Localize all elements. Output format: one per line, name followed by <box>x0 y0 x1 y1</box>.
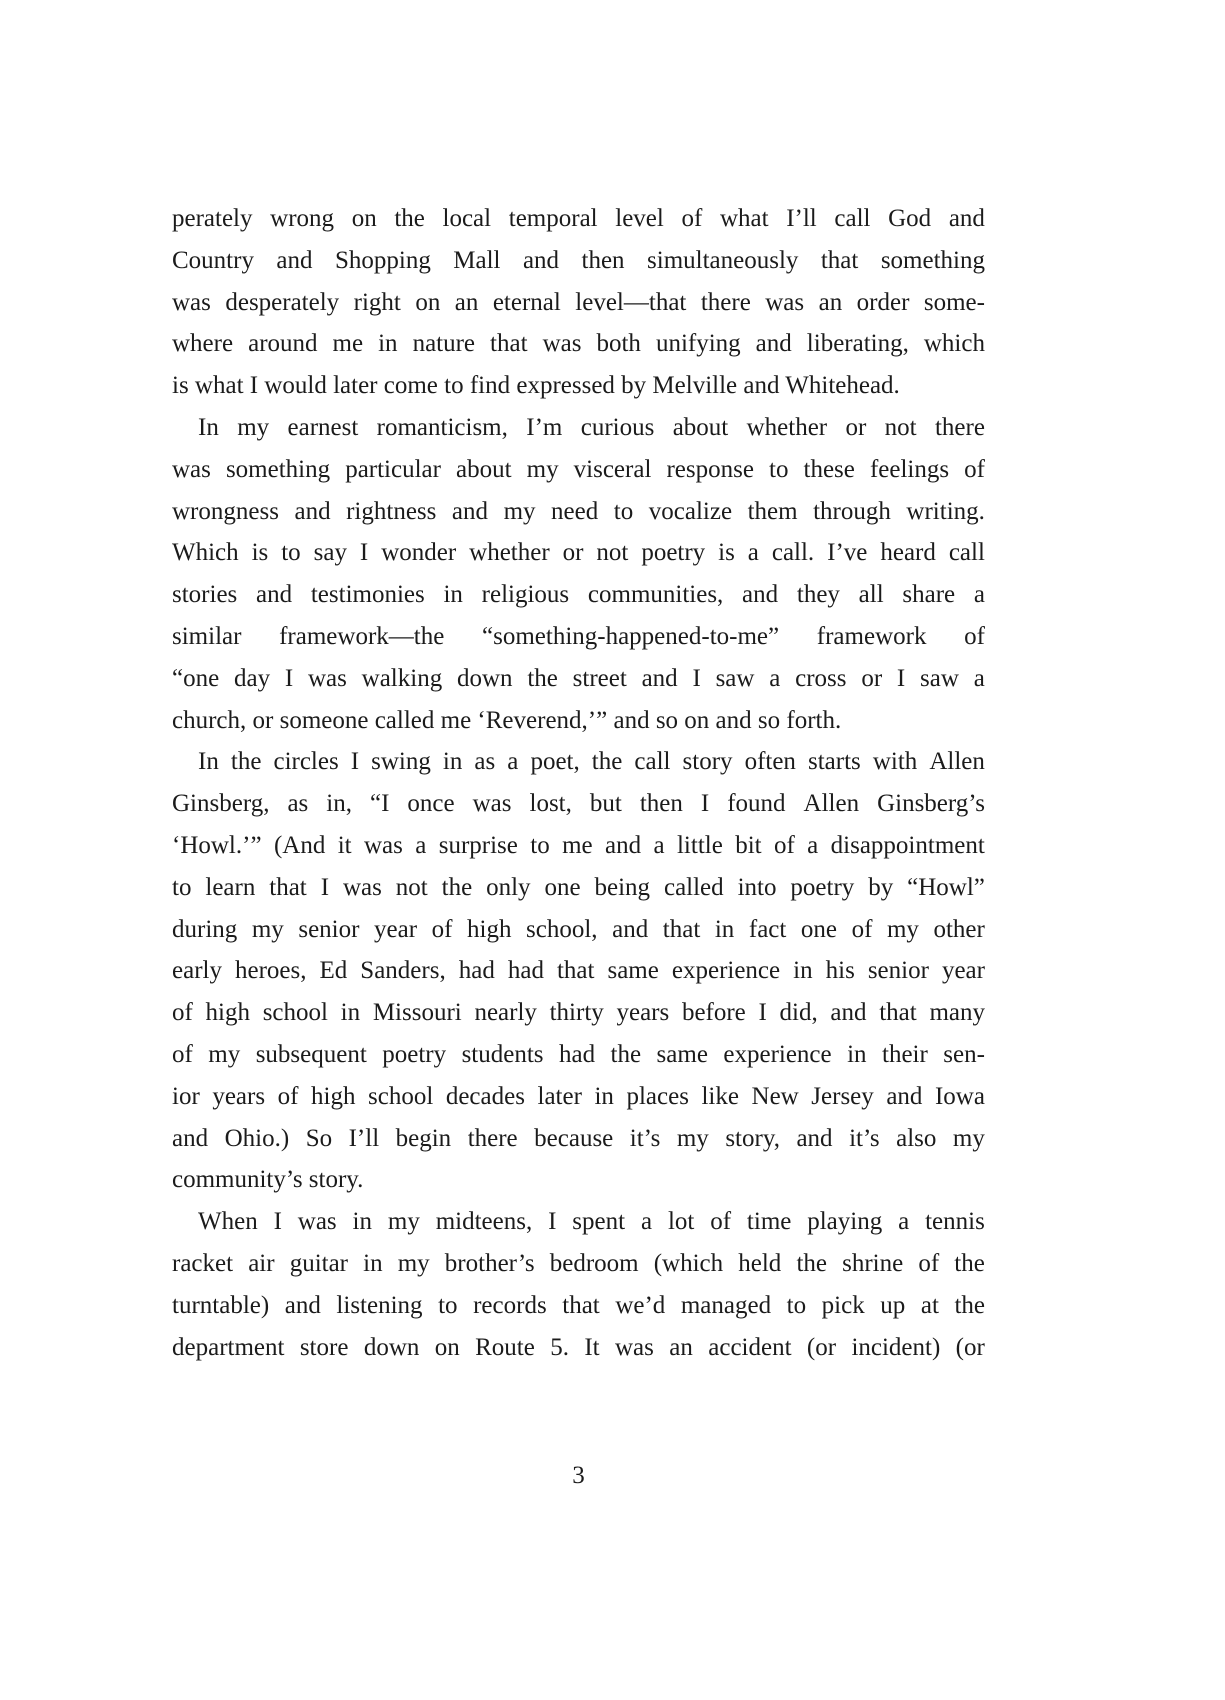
text-line: to learn that I was not the only one being called into poetry by “Howl” <box>172 873 985 901</box>
text-line: stories and testimonies in religious communities, and they all share a <box>172 581 985 609</box>
text-line: is what I would later come to find expressed by Melville and Whitehead. <box>172 372 900 400</box>
text-line: When I was in my midteens, I spent a lot of time playing a tennis <box>198 1208 985 1236</box>
text-line: In my earnest romanticism, I’m curious about whether or not there <box>198 413 985 441</box>
text-line: was desperately right on an eternal level—that there was an order some- <box>172 288 985 316</box>
text-line: Which is to say I wonder whether or not poetry is a call. I’ve heard call <box>172 539 985 567</box>
text-line: Country and Shopping Mall and then simultaneously that something <box>172 246 985 274</box>
body-text <box>172 198 985 1368</box>
text-line: department store down on Route 5. It was an accident (or incident) (or <box>172 1333 985 1361</box>
text-line: where around me in nature that was both unifying and liberating, which <box>172 330 985 358</box>
text-line: during my senior year of high school, and that in fact one of my other <box>172 915 985 943</box>
text-line: Ginsberg, as in, “I once was lost, but then I found Allen Ginsberg’s <box>172 790 985 818</box>
text-line: and Ohio.) So I’ll begin there because it’s my story, and it’s also my <box>172 1124 985 1152</box>
text-line: perately wrong on the local temporal level of what I’ll call God and <box>172 205 985 232</box>
text-line: ior years of high school decades later in places like New Jersey and Iowa <box>172 1082 985 1110</box>
page-number: 3 <box>572 1462 585 1489</box>
text-line: early heroes, Ed Sanders, had had that same experience in his senior year <box>172 957 985 985</box>
text-line: was something particular about my visceral response to these feelings of <box>172 455 985 483</box>
text-line: community’s story. <box>172 1166 364 1194</box>
text-line: of high school in Missouri nearly thirty years before I did, and that many <box>172 999 985 1027</box>
text-line: “one day I was walking down the street and I saw a cross or I saw a <box>172 664 985 692</box>
text-line: In the circles I swing in as a poet, the call story often starts with Allen <box>198 748 985 776</box>
text-line: church, or someone called me ‘Reverend,’” and so on and so forth. <box>172 706 842 734</box>
text-line: wrongness and rightness and my need to vocalize them through writing. <box>172 497 985 525</box>
text-line: similar framework—the “something-happened-to-me” framework of <box>172 622 985 650</box>
text-line: of my subsequent poetry students had the same experience in their sen- <box>172 1040 985 1068</box>
text-line: ‘Howl.’” (And it was a surprise to me and a little bit of a disappointment <box>172 831 985 859</box>
text-line: racket air guitar in my brother’s bedroom (which held the shrine of the <box>172 1249 985 1277</box>
text-line: turntable) and listening to records that we’d managed to pick up at the <box>172 1291 985 1319</box>
